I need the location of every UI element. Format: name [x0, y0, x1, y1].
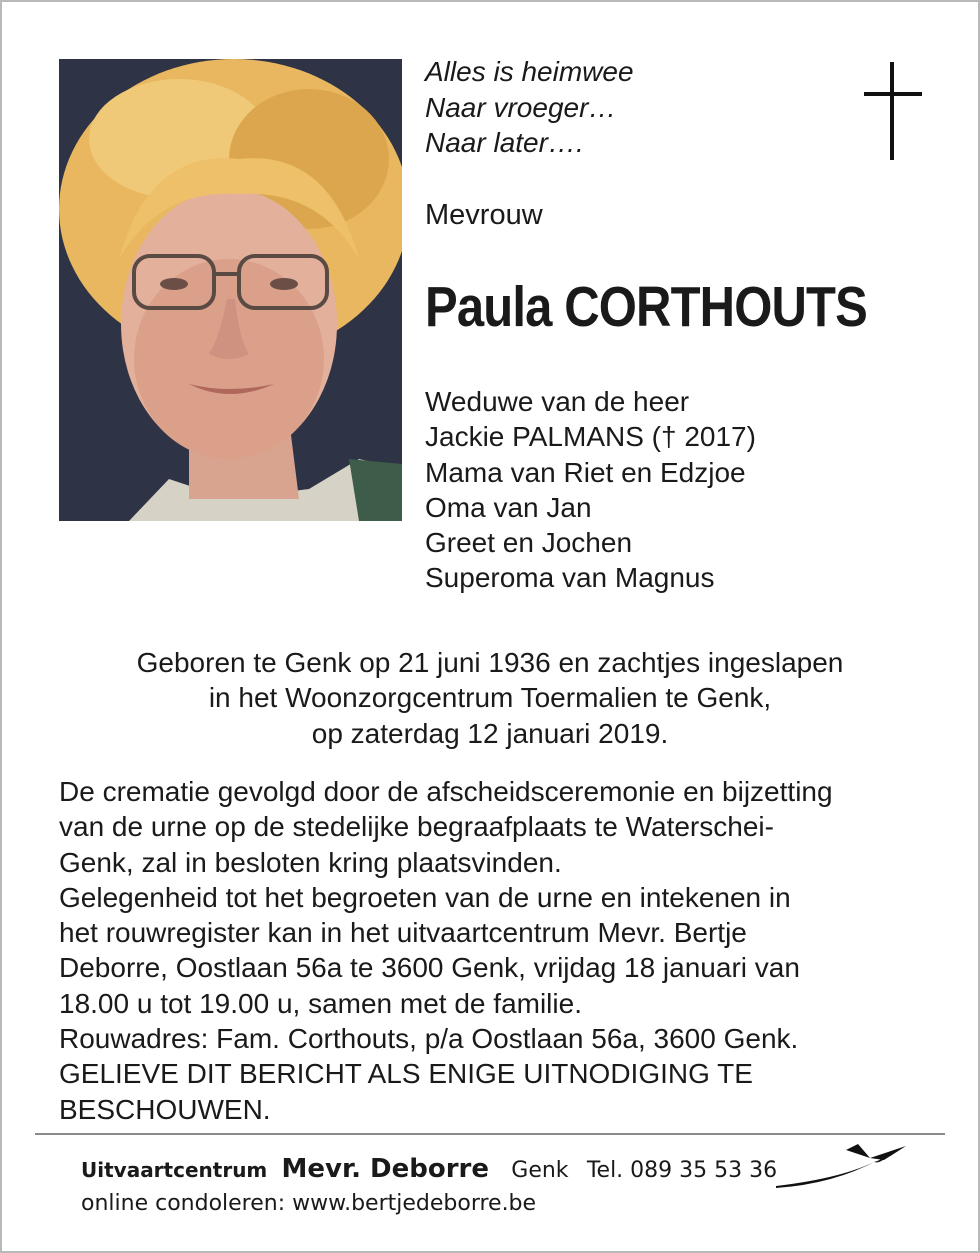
announcement-line: BESCHOUWEN.: [59, 1093, 271, 1125]
relation-line: Oma van Jan: [425, 491, 592, 523]
poem-line: Naar vroeger…: [425, 91, 617, 123]
deceased-name: Paula CORTHOUTS: [425, 275, 867, 339]
relation-line: Jackie PALMANS († 2017): [425, 421, 756, 453]
footer-divider: [35, 1133, 945, 1135]
funeral-home-name: Mevr. Deborre: [281, 1154, 490, 1184]
announcement-line: 18.00 u tot 19.00 u, samen met de familie.: [59, 987, 582, 1019]
online-condolence-link[interactable]: online condoleren: www.bertjedeborre.be: [81, 1191, 537, 1216]
birth-line: Geboren te Genk op 21 juni 1936 en zachtjes ingeslapen: [136, 647, 844, 678]
birth-death-statement: [60, 645, 920, 751]
relation-line: Mama van Riet en Edzjoe: [425, 456, 746, 488]
poem-line: Alles is heimwee: [425, 56, 634, 87]
cross-icon: [864, 62, 922, 160]
announcement-line: GELIEVE DIT BERICHT ALS ENIGE UITNODIGING TE: [59, 1058, 753, 1090]
announcement-text: [59, 774, 939, 1127]
relation-line: Greet en Jochen: [425, 527, 633, 559]
funeral-home-city: Genk: [511, 1158, 569, 1183]
funeral-home-line: [81, 1152, 777, 1188]
relation-line: Superoma van Magnus: [425, 562, 715, 594]
announcement-line: Genk, zal in besloten kring plaatsvinden.: [59, 846, 562, 878]
announcement-line: van de urne op de stedelijke begraafplaats te Waterschei-: [59, 811, 774, 843]
poem: [425, 54, 634, 161]
birth-line: op zaterdag 12 januari 2019.: [311, 717, 669, 749]
announcement-line: Deborre, Oostlaan 56a te 3600 Genk, vrijdag 18 januari van: [59, 952, 800, 984]
salutation: Mevrouw: [425, 199, 543, 231]
birth-line: in het Woonzorgcentrum Toermalien te Genk,: [208, 682, 772, 714]
funeral-home-prefix: Uitvaartcentrum: [81, 1158, 268, 1182]
announcement-line: het rouwregister kan in het uitvaartcentrum Mevr. Bertje: [59, 917, 747, 949]
funeral-home-phone: Tel. 089 35 53 36: [586, 1158, 778, 1183]
poem-line: Naar later….: [425, 127, 584, 158]
bird-logo-icon: [774, 1140, 908, 1192]
announcement-line: Gelegenheid tot het begroeten van de urne en intekenen in: [59, 881, 791, 913]
portrait-photo: [59, 59, 402, 521]
relations-list: [425, 384, 756, 596]
announcement-line: De crematie gevolgd door de afscheidsceremonie en bijzetting: [59, 776, 833, 807]
announcement-line: Rouwadres: Fam. Corthouts, p/a Oostlaan 56a, 3600 Genk.: [59, 1023, 799, 1055]
relation-line: Weduwe van de heer: [425, 386, 690, 417]
